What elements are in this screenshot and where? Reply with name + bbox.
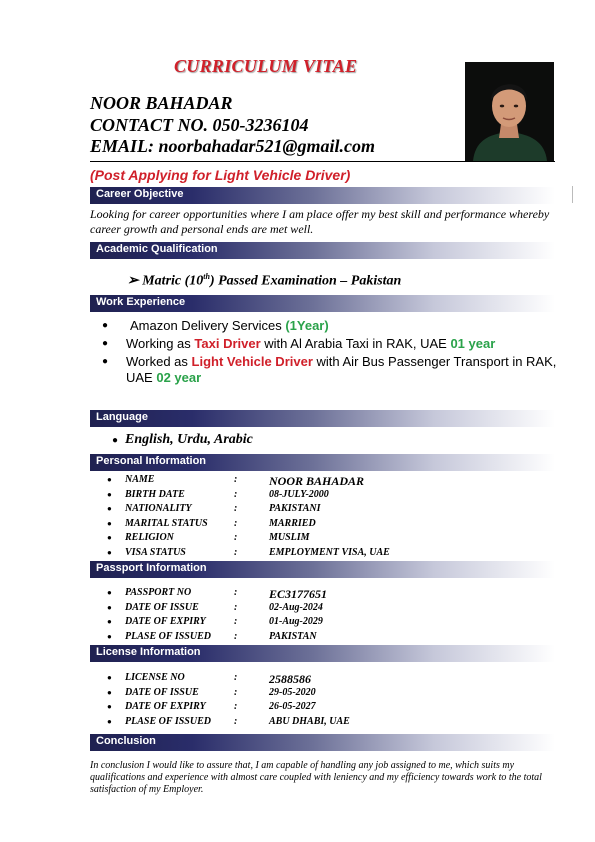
bullet-icon: ●	[102, 338, 109, 349]
info-value: EC3177651	[269, 587, 328, 601]
info-separator: :	[234, 517, 238, 529]
info-value: PAKISTAN	[269, 630, 317, 642]
info-separator: :	[234, 474, 238, 485]
bullet-icon: ●	[107, 673, 112, 682]
document-title: CURRICULUM VITAE	[174, 56, 358, 76]
bullet-icon: ●	[107, 533, 112, 542]
section-header-license	[90, 645, 555, 662]
info-row	[107, 503, 321, 514]
bullet-icon: ●	[107, 716, 112, 726]
work-item-text: Worked as Light Vehicle Driver with Air Bus Passenger Transport in RAK, UAE 02 year	[126, 354, 557, 385]
section-header-passport	[90, 561, 555, 578]
info-row	[107, 546, 390, 558]
info-label: DATE OF EXPIRY	[125, 701, 206, 712]
bullet-icon: ●	[107, 617, 112, 626]
info-value: 08-JULY-2000	[269, 488, 329, 500]
post-applying: (Post Applying for Light Vehicle Driver)	[90, 167, 351, 183]
info-label: PLASE OF ISSUED	[125, 715, 211, 727]
work-item: ● Amazon Delivery Services (1Year)	[102, 318, 329, 333]
info-separator: :	[234, 715, 238, 727]
email-address: EMAIL: noorbahadar521@gmail.com	[90, 136, 376, 156]
section-title: Career Objective	[96, 188, 184, 200]
academic-pre: Matric (10	[142, 273, 204, 289]
section-header-academic	[90, 242, 555, 259]
info-separator: :	[234, 488, 238, 500]
contact-number: CONTACT NO. 050-3236104	[90, 115, 309, 135]
section-title: Conclusion	[96, 735, 156, 747]
info-value: 02-Aug-2024	[269, 601, 323, 613]
bullet-icon: ●	[107, 489, 112, 499]
info-value: ABU DHABI, UAE	[269, 715, 350, 727]
info-value: MARRIED	[269, 517, 316, 529]
info-label: LICENSE NO	[125, 672, 185, 683]
bullet-icon: ●	[107, 702, 112, 711]
language-item: ● English, Urdu, Arabic	[112, 432, 253, 447]
applicant-name: NOOR BAHADAR	[90, 93, 233, 113]
info-label: MARITAL STATUS	[125, 517, 208, 529]
info-value: 01-Aug-2029	[269, 616, 323, 627]
info-row	[107, 601, 323, 613]
bullet-icon: ●	[102, 356, 109, 367]
info-row	[107, 672, 311, 686]
profile-photo	[465, 62, 554, 161]
info-value: 29-05-2020	[269, 686, 316, 698]
career-objective-text: Looking for career opportunities where I am place offer my best skill and performance whereby career growth and personal ends are met well.	[90, 207, 550, 236]
bullet-icon: ●	[107, 588, 112, 597]
info-label: RELIGION	[125, 532, 174, 543]
info-label: DATE OF ISSUE	[125, 686, 199, 698]
info-row	[107, 630, 317, 642]
margin-mark	[572, 186, 573, 203]
academic-sup: th	[203, 272, 210, 281]
section-header-personal	[90, 454, 555, 471]
section-title: Passport Information	[96, 562, 207, 574]
arrow-bullet-icon: ➢	[127, 273, 139, 289]
info-label: DATE OF ISSUE	[125, 601, 199, 613]
info-separator: :	[234, 587, 238, 598]
bullet-icon: ●	[107, 631, 112, 641]
section-title: Personal Information	[96, 455, 207, 467]
bullet-icon: ●	[107, 547, 112, 557]
info-separator: :	[234, 686, 238, 698]
info-value: PAKISTANI	[269, 503, 321, 514]
bullet-icon: ●	[107, 504, 112, 513]
info-row	[107, 616, 323, 627]
section-header-career	[90, 187, 555, 204]
section-title: Work Experience	[96, 296, 186, 308]
section-header-language	[90, 410, 555, 427]
info-row	[107, 701, 316, 712]
info-value: 2588586	[269, 672, 311, 686]
academic-post: ) Passed Examination – Pakistan	[209, 273, 402, 289]
info-label: NATIONALITY	[125, 503, 192, 514]
header-divider	[90, 161, 555, 162]
info-separator: :	[234, 672, 238, 683]
bullet-icon: ●	[112, 435, 119, 446]
section-header-work	[90, 295, 555, 312]
section-title: Language	[96, 411, 148, 423]
info-value: EMPLOYMENT VISA, UAE	[269, 546, 390, 558]
bullet-icon: ●	[102, 320, 109, 331]
section-title: Academic Qualification	[96, 243, 218, 255]
info-row	[107, 517, 316, 529]
info-label: PASSPORT NO	[125, 587, 192, 598]
info-row	[107, 715, 350, 727]
section-title: License Information	[96, 646, 201, 658]
info-row	[107, 587, 328, 601]
info-separator: :	[234, 601, 238, 613]
bullet-icon: ●	[107, 518, 112, 528]
section-header-conclusion	[90, 734, 555, 751]
info-separator: :	[234, 630, 238, 642]
academic-item	[127, 272, 401, 290]
bullet-icon: ●	[107, 602, 112, 612]
info-label: BIRTH DATE	[125, 488, 185, 500]
info-value: MUSLIM	[269, 532, 310, 543]
info-label: VISA STATUS	[125, 546, 186, 558]
info-label: DATE OF EXPIRY	[125, 616, 206, 627]
work-item: ● Working as Taxi Driver with Al Arabia Taxi in RAK, UAE 01 year	[102, 336, 496, 351]
conclusion-text: In conclusion I would like to assure that, I am capable of handling any job assigned to me, which suits my qualifications and experience with almost care coupled with leniency and my efficiency towards work to the total satisfaction of my Employer.	[90, 760, 542, 795]
info-value: NOOR BAHADAR	[269, 474, 365, 488]
info-row	[107, 686, 316, 698]
info-row	[107, 532, 310, 543]
info-row	[107, 488, 329, 500]
info-separator: :	[234, 616, 238, 627]
info-separator: :	[234, 532, 238, 543]
info-label: PLASE OF ISSUED	[125, 630, 211, 642]
info-separator: :	[234, 701, 238, 712]
info-separator: :	[234, 546, 238, 558]
info-value: 26-05-2027	[269, 701, 316, 712]
info-label: NAME	[125, 474, 155, 485]
bullet-icon: ●	[107, 687, 112, 697]
info-row	[107, 474, 365, 488]
info-separator: :	[234, 503, 238, 514]
bullet-icon: ●	[107, 475, 112, 484]
